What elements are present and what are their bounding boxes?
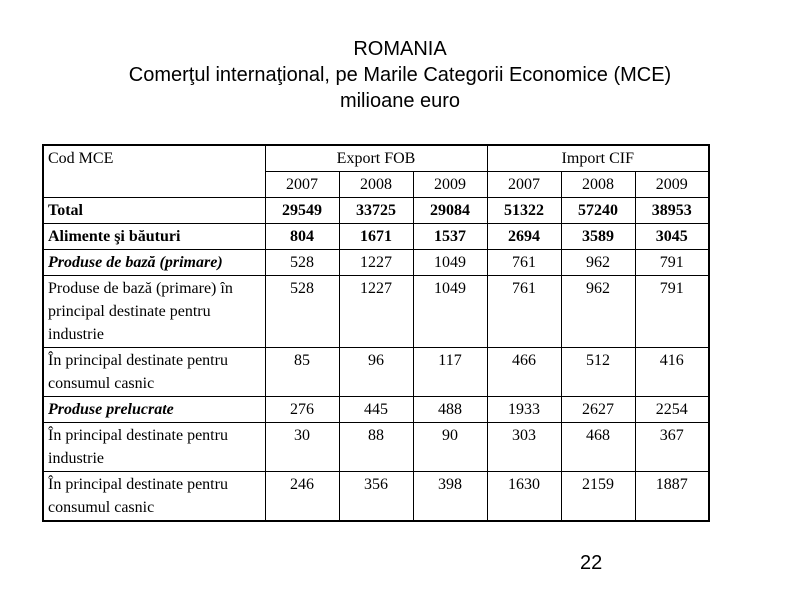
- value-cell: 88: [339, 423, 413, 472]
- value-cell: 1671: [339, 224, 413, 250]
- row-label: Alimente şi băuturi: [43, 224, 265, 250]
- trade-table: [42, 144, 710, 522]
- value-cell: 1630: [487, 472, 561, 522]
- value-cell: 791: [635, 276, 709, 348]
- header-import: Import CIF: [487, 145, 709, 172]
- table-row: [43, 397, 709, 423]
- header-year: 2008: [561, 172, 635, 198]
- value-cell: 761: [487, 276, 561, 348]
- value-cell: 791: [635, 250, 709, 276]
- value-cell: 488: [413, 397, 487, 423]
- header-year: 2008: [339, 172, 413, 198]
- value-cell: 33725: [339, 198, 413, 224]
- header-year: 2007: [487, 172, 561, 198]
- value-cell: 276: [265, 397, 339, 423]
- slide-title: [0, 36, 800, 114]
- table-row: [43, 472, 709, 522]
- value-cell: 96: [339, 348, 413, 397]
- value-cell: 51322: [487, 198, 561, 224]
- value-cell: 356: [339, 472, 413, 522]
- row-label: Produse de bază (primare) în principal destinate pentru industrie: [43, 276, 265, 348]
- value-cell: 1049: [413, 250, 487, 276]
- value-cell: 303: [487, 423, 561, 472]
- title-country: ROMANIA: [353, 38, 447, 60]
- value-cell: 3045: [635, 224, 709, 250]
- row-label: În principal destinate pentru industrie: [43, 423, 265, 472]
- table-row: [43, 423, 709, 472]
- table-row: [43, 276, 709, 348]
- value-cell: 804: [265, 224, 339, 250]
- row-label: În principal destinate pentru consumul casnic: [43, 472, 265, 522]
- value-cell: 2159: [561, 472, 635, 522]
- table-row: [43, 224, 709, 250]
- value-cell: 117: [413, 348, 487, 397]
- row-label: În principal destinate pentru consumul casnic: [43, 348, 265, 397]
- value-cell: 85: [265, 348, 339, 397]
- title-subject: Comerţul internaţional, pe Marile Categorii Economice (MCE): [128, 64, 672, 86]
- page-number: 22: [580, 552, 603, 574]
- value-cell: 1537: [413, 224, 487, 250]
- value-cell: 445: [339, 397, 413, 423]
- value-cell: 2254: [635, 397, 709, 423]
- header-year: 2009: [413, 172, 487, 198]
- value-cell: 528: [265, 250, 339, 276]
- table-row: [43, 348, 709, 397]
- value-cell: 29549: [265, 198, 339, 224]
- value-cell: 29084: [413, 198, 487, 224]
- value-cell: 1933: [487, 397, 561, 423]
- row-label: Produse de bază (primare): [43, 250, 265, 276]
- row-label: Produse prelucrate: [43, 397, 265, 423]
- value-cell: 246: [265, 472, 339, 522]
- value-cell: 528: [265, 276, 339, 348]
- header-export: Export FOB: [265, 145, 487, 172]
- value-cell: 1227: [339, 250, 413, 276]
- value-cell: 1227: [339, 276, 413, 348]
- value-cell: 761: [487, 250, 561, 276]
- value-cell: 90: [413, 423, 487, 472]
- value-cell: 468: [561, 423, 635, 472]
- value-cell: 2627: [561, 397, 635, 423]
- table-row: [43, 198, 709, 224]
- value-cell: 30: [265, 423, 339, 472]
- value-cell: 1049: [413, 276, 487, 348]
- value-cell: 398: [413, 472, 487, 522]
- row-label: Total: [43, 198, 265, 224]
- table-row: [43, 250, 709, 276]
- header-cod-mce: Cod MCE: [43, 145, 265, 198]
- header-year: 2009: [635, 172, 709, 198]
- header-row-groups: [43, 145, 709, 172]
- value-cell: 416: [635, 348, 709, 397]
- value-cell: 57240: [561, 198, 635, 224]
- value-cell: 3589: [561, 224, 635, 250]
- value-cell: 512: [561, 348, 635, 397]
- value-cell: 367: [635, 423, 709, 472]
- title-unit: milioane euro: [339, 90, 461, 112]
- value-cell: 1887: [635, 472, 709, 522]
- header-year: 2007: [265, 172, 339, 198]
- value-cell: 962: [561, 250, 635, 276]
- value-cell: 466: [487, 348, 561, 397]
- value-cell: 962: [561, 276, 635, 348]
- value-cell: 38953: [635, 198, 709, 224]
- value-cell: 2694: [487, 224, 561, 250]
